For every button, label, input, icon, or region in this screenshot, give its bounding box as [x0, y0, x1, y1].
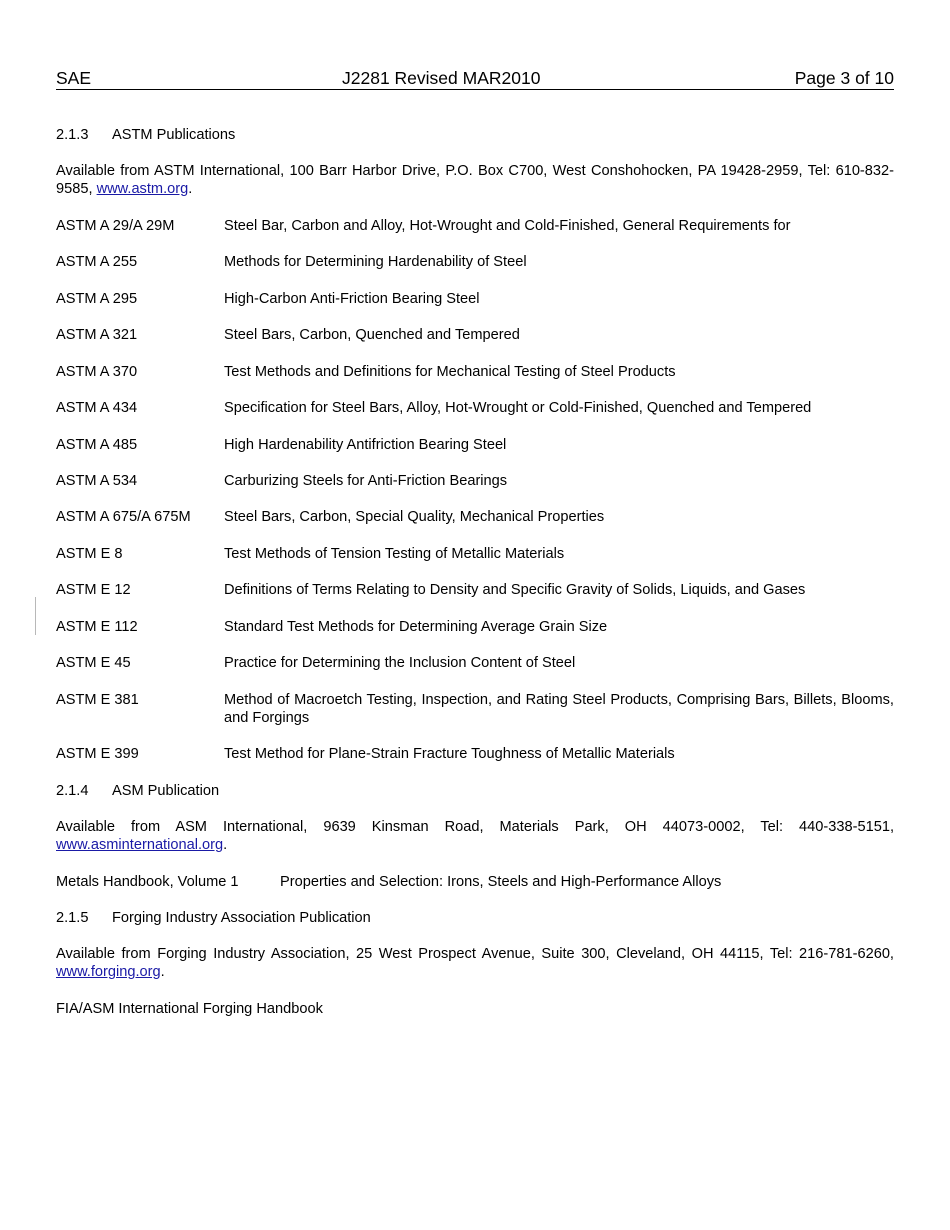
- asm-availability: [56, 818, 894, 854]
- reference-title: Steel Bars, Carbon, Special Quality, Mechanical Properties: [224, 509, 605, 525]
- reference-title: High-Carbon Anti-Friction Bearing Steel: [224, 291, 480, 307]
- reference-title: Test Method for Plane-Strain Fracture Toughness of Metallic Materials: [224, 746, 675, 762]
- availability-text: Available from ASM International, 9639 Kinsman Road, Materials Park, OH 44073-0002, Tel: 440-338-5151,: [56, 819, 894, 835]
- punctuation: .: [223, 837, 228, 853]
- fia-reference: FIA/ASM International Forging Handbook: [56, 1001, 323, 1017]
- reference-code: ASTM A 295: [56, 291, 138, 307]
- header-org: SAE: [56, 68, 92, 88]
- availability-text: Available from ASTM International, 100 Barr Harbor Drive, P.O. Box C700, West Conshohocken, PA 19428-2959, Tel: 610-832-9585,: [56, 163, 894, 197]
- header-page-number: Page 3 of 10: [794, 68, 894, 88]
- reference-title: Method of Macroetch Testing, Inspection, and Rating Steel Products, Comprising Bars, Billets, Blooms, and Forgings: [224, 692, 894, 726]
- reference-title: Methods for Determining Hardenability of Steel: [224, 254, 527, 270]
- fia-website-link[interactable]: www.forging.org: [56, 964, 161, 980]
- section-heading-asm: [56, 782, 894, 800]
- reference-code: ASTM A 485: [56, 437, 138, 453]
- section-title: Forging Industry Association Publication: [112, 910, 371, 926]
- reference-title: Steel Bar, Carbon and Alloy, Hot-Wrought and Cold-Finished, General Requirements for: [224, 218, 791, 234]
- section-title: ASM Publication: [112, 783, 220, 799]
- header-doc-id: J2281 Revised MAR2010: [342, 68, 541, 88]
- reference-code: Metals Handbook, Volume 1: [56, 874, 239, 890]
- punctuation: .: [160, 964, 165, 980]
- section-number: 2.1.5: [56, 910, 89, 926]
- reference-title: Steel Bars, Carbon, Quenched and Tempered: [224, 327, 520, 343]
- astm-availability: [56, 162, 894, 198]
- reference-title: Standard Test Methods for Determining Average Grain Size: [224, 619, 608, 635]
- reference-title: Test Methods of Tension Testing of Metallic Materials: [224, 546, 565, 562]
- section-heading-fia: [56, 909, 894, 927]
- reference-code: ASTM E 8: [56, 546, 123, 562]
- reference-title: Properties and Selection: Irons, Steels and High-Performance Alloys: [280, 874, 722, 890]
- fia-availability: [56, 945, 894, 981]
- page-header: [56, 68, 894, 90]
- reference-code: ASTM E 399: [56, 746, 139, 762]
- reference-code: ASTM A 434: [56, 400, 138, 416]
- section-number: 2.1.3: [56, 127, 89, 143]
- revision-change-bar: [35, 597, 36, 635]
- reference-code: ASTM A 255: [56, 254, 138, 270]
- reference-title: Specification for Steel Bars, Alloy, Hot-Wrought or Cold-Finished, Quenched and Tempered: [224, 400, 812, 416]
- reference-title: Definitions of Terms Relating to Density and Specific Gravity of Solids, Liquids, and Gases: [224, 582, 806, 598]
- punctuation: .: [188, 181, 193, 197]
- reference-title: High Hardenability Antifriction Bearing Steel: [224, 437, 507, 453]
- reference-code: ASTM E 45: [56, 655, 131, 671]
- reference-code: ASTM A 321: [56, 327, 138, 343]
- reference-title: Test Methods and Definitions for Mechanical Testing of Steel Products: [224, 364, 676, 380]
- reference-code: ASTM A 675/A 675M: [56, 509, 191, 525]
- asm-website-link[interactable]: www.asminternational.org: [56, 837, 224, 853]
- reference-code: ASTM A 534: [56, 473, 138, 489]
- reference-code: ASTM A 370: [56, 364, 138, 380]
- astm-website-link[interactable]: www.astm.org: [96, 181, 189, 197]
- reference-code: ASTM E 12: [56, 582, 131, 598]
- section-number: 2.1.4: [56, 783, 89, 799]
- availability-text: Available from Forging Industry Association, 25 West Prospect Avenue, Suite 300, Cleveland, OH 44115, Tel: 216-781-6260,: [56, 946, 894, 962]
- section-heading-astm: [56, 126, 894, 144]
- reference-code: ASTM E 112: [56, 619, 138, 635]
- reference-code: ASTM A 29/A 29M: [56, 218, 175, 234]
- section-title: ASTM Publications: [112, 127, 236, 143]
- reference-title: Practice for Determining the Inclusion Content of Steel: [224, 655, 576, 671]
- reference-code: ASTM E 381: [56, 692, 139, 708]
- reference-title: Carburizing Steels for Anti-Friction Bearings: [224, 473, 508, 489]
